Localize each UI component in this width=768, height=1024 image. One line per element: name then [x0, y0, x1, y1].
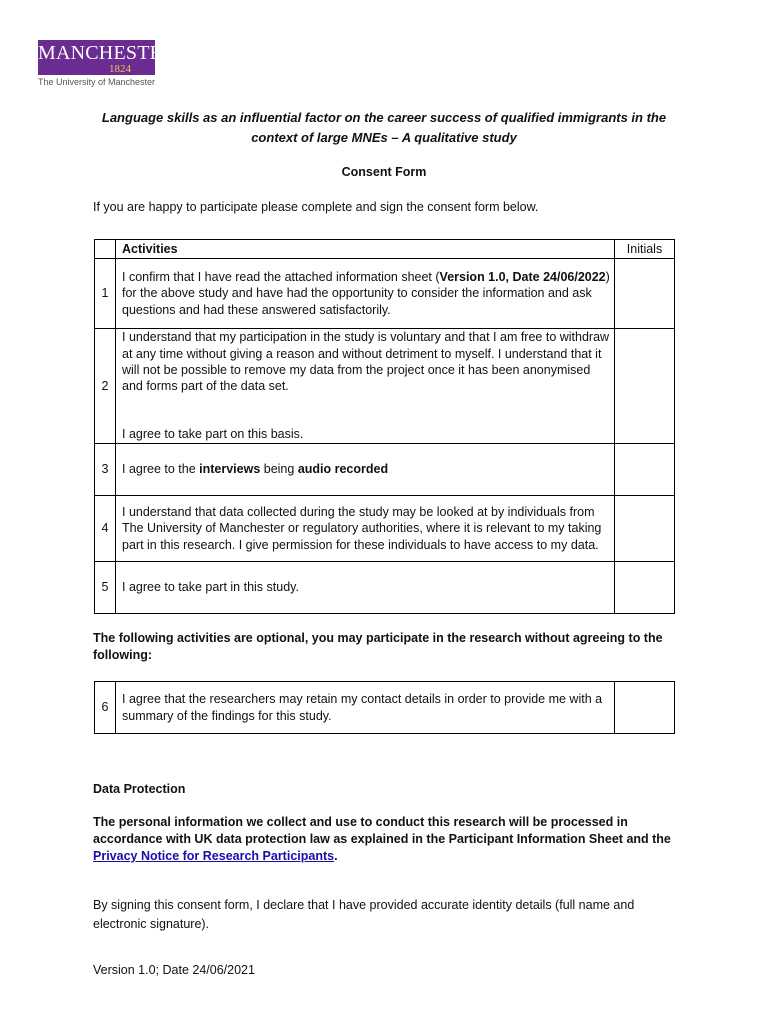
initials-box[interactable]	[615, 444, 675, 496]
header-activities: Activities	[116, 240, 615, 259]
activity-text: I agree to take part on this basis.	[122, 427, 304, 442]
table-header-row	[95, 240, 675, 259]
activity-text: I understand that my participation in the study is voluntary and that I am free to withdraw at any time without giving a reason and without detriment to myself. I understand that it will not be possible to remove my data from the project once it has been anonymised and forms part of the data set.	[122, 330, 610, 394]
table-row	[95, 496, 675, 562]
optional-table	[94, 681, 675, 734]
row-activity: I understand that data collected during the study may be looked at by individuals from The University of Manchester or regulatory authorities, where it is relevant to my taking part in this research. I give permission for these individuals to have access to my data.	[116, 496, 615, 562]
row-activity	[116, 259, 615, 329]
row-activity: I agree to take part in this study.	[116, 562, 615, 614]
table-row	[95, 259, 675, 329]
activity-bold-text: interviews	[199, 462, 261, 477]
data-protection-text	[93, 814, 683, 865]
data-protection-end: .	[334, 849, 338, 863]
version-footer: Version 1.0; Date 24/06/2021	[93, 963, 255, 977]
table-row	[95, 329, 675, 444]
header-number-cell	[95, 240, 116, 259]
privacy-notice-link[interactable]: Privacy Notice for Research Participants	[93, 849, 335, 863]
logo-subtitle: The University of Manchester	[38, 77, 156, 87]
row-number: 1	[95, 259, 116, 329]
initials-box[interactable]	[615, 259, 675, 329]
activity-text: ) for the above study and have had the opportunity to consider the information and ask questions and had these answered satisfactorily.	[122, 270, 610, 317]
row-number: 3	[95, 444, 116, 496]
activity-bold-text: Version 1.0, Date 24/06/2022	[439, 270, 606, 285]
form-heading: Consent Form	[341, 165, 427, 179]
row-activity	[116, 329, 615, 444]
table-row	[95, 562, 675, 614]
initials-box[interactable]	[615, 329, 675, 444]
activity-text: I agree to the	[122, 462, 200, 477]
row-activity	[116, 444, 615, 496]
header-initials: Initials	[615, 240, 675, 259]
initials-box[interactable]	[615, 562, 675, 614]
initials-box[interactable]	[615, 496, 675, 562]
data-protection-heading: Data Protection	[93, 782, 186, 796]
initials-box[interactable]	[615, 682, 675, 734]
activity-text: I confirm that I have read the attached information sheet (	[122, 270, 440, 285]
intro-text: If you are happy to participate please complete and sign the consent form below.	[93, 200, 539, 214]
row-activity: I agree that the researchers may retain my contact details in order to provide me with a summary of the findings for this study.	[116, 682, 615, 734]
table-row	[95, 444, 675, 496]
activity-bold-text: audio recorded	[297, 462, 389, 477]
study-title: Language skills as an influential factor on the career success of qualified immigrants in the context of large MNEs – A qualitative study	[101, 110, 667, 145]
row-number: 5	[95, 562, 116, 614]
logo-year: 1824	[109, 63, 131, 75]
table-row	[95, 682, 675, 734]
row-number: 6	[95, 682, 116, 734]
consent-table	[94, 239, 675, 614]
university-logo	[38, 40, 176, 75]
declaration-text: By signing this consent form, I declare that I have provided accurate identity details (full name and electronic signature).	[93, 898, 635, 931]
row-number: 4	[95, 496, 116, 562]
activity-text: being	[260, 462, 298, 477]
data-protection-body: The personal information we collect and use to conduct this research will be processed in accordance with UK data protection law as explained in the Participant Information Sheet and the	[93, 815, 671, 846]
optional-note: The following activities are optional, you may participate in the research without agreeing to the following:	[93, 631, 663, 662]
row-number: 2	[95, 329, 116, 444]
logo-wordmark: MANCHESTER	[38, 42, 176, 64]
